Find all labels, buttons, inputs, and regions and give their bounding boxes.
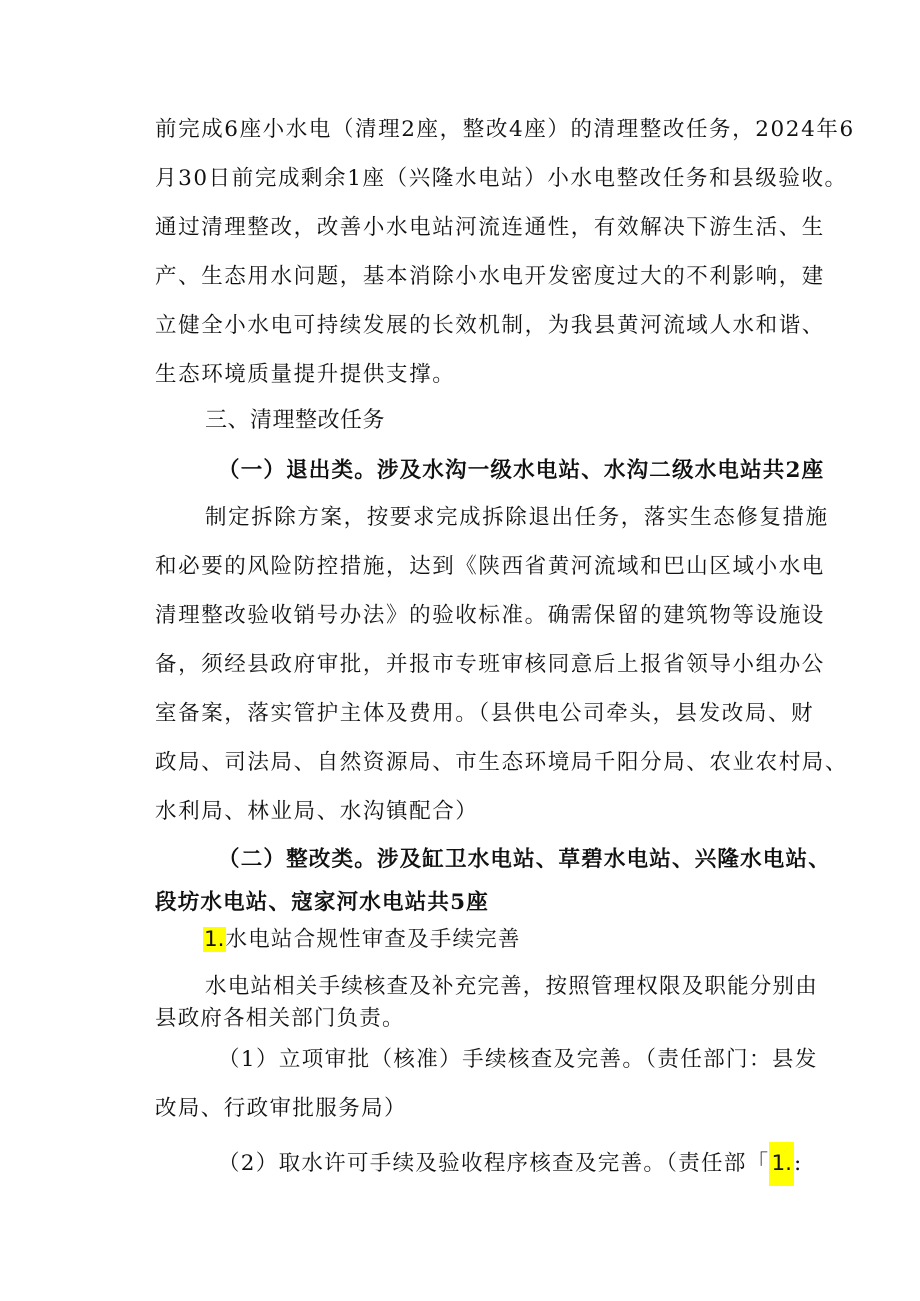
section-three-heading: 三、清理整改任务 bbox=[205, 408, 386, 433]
exit-line-6: 政局、司法局、自然资源局、市生态环境局千阳分局、农业农村局、 bbox=[155, 750, 849, 775]
exit-line-5: 室备案，落实管护主体及费用。（县供电公司牵头，县发改局、财 bbox=[155, 701, 815, 726]
sub-2-line bbox=[218, 1142, 803, 1186]
sub-2-tail: : bbox=[793, 1151, 803, 1176]
item-1-marker: 1. bbox=[204, 927, 225, 952]
sub-1-line-1: （1）立项审批（核准）手续核查及完善。（责任部门：县发 bbox=[218, 1047, 818, 1072]
item-1-line-2: 县政府各相关部门负责。 bbox=[155, 1006, 405, 1031]
exit-line-3: 清理整改验收销号办法》的验收标准。确需保留的建筑物等设施设 bbox=[155, 603, 825, 628]
intro-line-2: 月30日前完成剩余1座（兴隆水电站）小水电整改任务和县级验收。 bbox=[155, 166, 848, 191]
item-1-title-line bbox=[203, 925, 521, 955]
sub-1-line-2: 改局、行政审批服务局） bbox=[155, 1096, 407, 1121]
rectify-heading-line-2: 段坊水电站、寇家河水电站共5座 bbox=[155, 890, 489, 915]
intro-line-5: 立健全小水电可持续发展的长效机制，为我县黄河流域人水和谐、 bbox=[155, 313, 825, 338]
exit-line-1: 制定拆除方案，按要求完成拆除退出任务，落实生态修复措施 bbox=[205, 505, 829, 530]
intro-line-1: 前完成6座小水电（清理2座，整改4座）的清理整改任务，2024年6 bbox=[155, 117, 855, 142]
exit-line-2: 和必要的风险防控措施，达到《陕西省黄河流域和巴山区域小水电 bbox=[155, 554, 825, 579]
sub-2-marker: 1. bbox=[769, 1142, 794, 1186]
item-1-title: 水电站合规性审查及手续完善 bbox=[225, 927, 521, 952]
intro-line-4: 产、生态用水问题，基本消除小水电开发密度过大的不利影响，建 bbox=[155, 264, 825, 289]
rectify-heading-line-1: （二）整改类。涉及缸卫水电站、草碧水电站、兴隆水电站、 bbox=[218, 847, 831, 872]
intro-line-3: 通过清理整改，改善小水电站河流连通性，有效解决下游生活、生 bbox=[155, 215, 825, 240]
sub-2-text: （2）取水许可手续及验收程序核查及完善。（责任部「 bbox=[218, 1151, 770, 1176]
item-1-line-1: 水电站相关手续核查及补充完善，按照管理权限及职能分别由 bbox=[205, 974, 818, 999]
exit-category-heading: （一）退出类。涉及水沟一级水电站、水沟二级水电站共2座 bbox=[218, 458, 825, 483]
exit-line-4: 备，须经县政府审批，并报市专班审核同意后上报省领导小组办公 bbox=[155, 652, 825, 677]
intro-line-6: 生态环境质量提升提供支撑。 bbox=[155, 362, 456, 387]
exit-line-7: 水利局、林业局、水沟镇配合） bbox=[155, 799, 479, 824]
